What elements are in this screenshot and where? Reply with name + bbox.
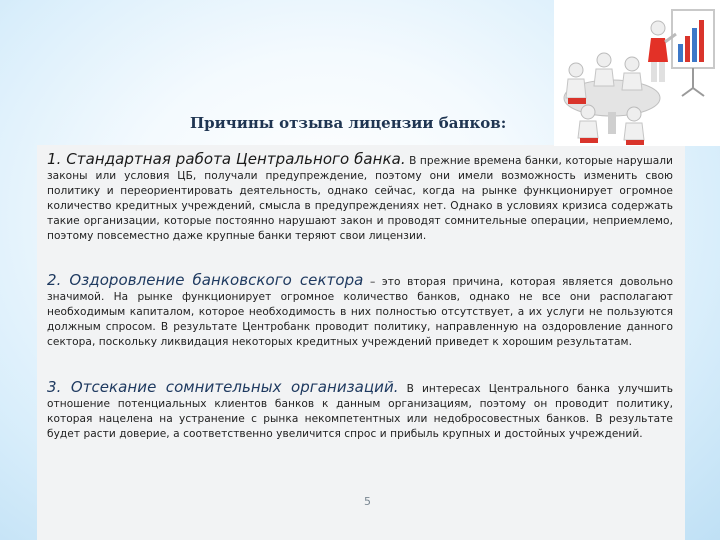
section-1 [47, 152, 673, 244]
page-number: 5 [364, 495, 371, 508]
section-2 [47, 273, 673, 350]
section-3-paragraph [47, 380, 673, 442]
section-3-text: В интересах Центрального банка улучшить отношение потенциальных клиентов банков к данным организациям, поэтому он проводит политику, которая нацелена на устранение с рынка некомпетентных или недобросовестных банков. В результате будет расти доверие, а соответственно увеличится спрос и прибыль крупных и достойных учреждений. [47, 383, 673, 440]
section-3-heading: 3. Отсекание сомнительных организаций. [47, 378, 399, 396]
slide-title: Причины отзыва лицензии банков: [190, 114, 507, 132]
section-1-paragraph [47, 152, 673, 244]
section-2-text: – это вторая причина, которая является довольно значимой. На рынке функционирует огромное количество банков, однако не все они располагают необходимым капиталом, которое необходимость в них полностью отсутствует, а их услуги не пользуются должным спросом. В результате Центробанк проводит политику, направленную на оздоровление данного сектора, поскольку ликвидация некоторых кредитных учреждений приведет к хорошим результатам. [47, 276, 673, 348]
section-3 [47, 380, 673, 442]
section-1-heading: 1. Стандартная работа Центрального банка. [47, 150, 406, 168]
meeting-illustration [554, 0, 720, 146]
section-1-text: В прежние времена банки, которые нарушали законы или условия ЦБ, получали предупреждение, поэтому они имели возможность изменить свою политику и переориентировать деятельность, однако сейчас, когда на рынке функционирует огромное количество кредитных учреждений, смысла в предупреждениях нет. Однако в условиях кризиса содержать такие организации, которые постоянно нарушают закон и проводят сомнительные операции, неприемлемо, поэтому повсеместно даже крупные банки теряют свои лицензии. [47, 155, 673, 242]
section-2-paragraph [47, 273, 673, 350]
business-meeting-icon [554, 0, 720, 146]
section-2-heading: 2. Оздоровление банковского сектора [47, 271, 364, 289]
